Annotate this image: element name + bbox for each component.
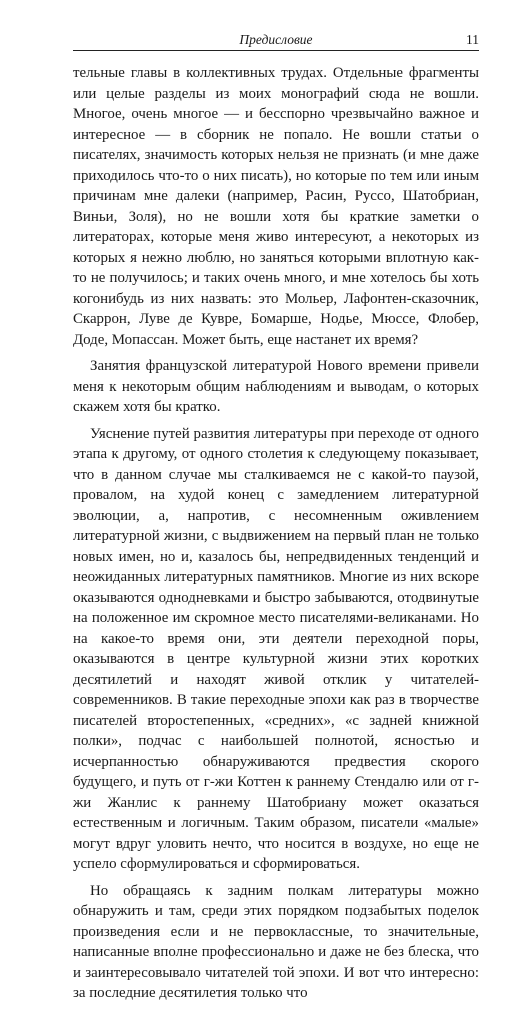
paragraph: Уяснение путей развития литературы при переходе от одного этапа к другому, от одного столетия к следующему показывает, что в данном случае мы сталкиваемся не с какой-то паузой, провалом, на худой конец с замедлением литературной эволюции, а, напротив, с несомненным оживлением литературной жизни, с выдвижением на первый план не только новых имен, но и, казалось бы, непредвиденных тенденций и неожиданных литературных памятников. Многие из них вскоре оказываются однодневками и быстро забываются, отодвинутые на положенное им скромное место писателями-великанами. Но на какое-то время они, эти деятели переходной поры, оказываются в центре культурной жизни этих коротких десятилетий и находят живой отклик у читателей-современников. В такие переходные эпохи как раз в творчестве писателей второстепенных, «средних», «с задней книжной полки», подчас с наибольшей полнотой, ясностью и исчерпанностью обнаруживаются предвестия скорого будущего, и путь от г-жи Коттен к раннему Стендалю или от г-жи Жанлис к раннему Шатобриану может оказаться естественным и логичным. Таким образом, писатели «малые» могут вдруг уловить нечто, что носится в воздухе, но еще не успело сформулироваться и сформироваться. (73, 425, 479, 872)
running-head (73, 32, 479, 51)
paragraph-continuation: тельные главы в коллективных трудах. Отдельные фрагменты или целые разделы из моих монографий сюда не вошли. Многое, очень многое — и бесспорно чрезвычайно важное и интересное — в сборник не попало. Не вошли статьи о писателях, значимость которых нельзя не признать (и мне даже приходилось что-то о них писать), но которые по тем или иным причинам мне далеки (например, Расин, Руссо, Шатобриан, Виньи, Золя), но не вошли хотя бы краткие заметки о литераторах, которые меня живо интересуют, а некоторых из которых я нежно люблю, но заняться которыми вплотную как-то не получилось; и таких очень много, и мне хотелось бы хоть когонибудь из них назвать: это Мольер, Лафонтен-сказочник, Скаррон, Луве де Кувре, Бомарше, Нодье, Мюссе, Флобер, Доде, Мопассан. Может быть, еще настанет их время? (73, 65, 479, 348)
running-head-title: Предисловие (239, 32, 313, 47)
paragraph: Занятия французской литературой Нового времени привели меня к некоторым общим наблюдениям и выводам, о которых скажем хотя бы кратко. (73, 358, 479, 415)
body-text (73, 63, 479, 1010)
paragraph: Но обращаясь к задним полкам литературы можно обнаружить и там, среди этих порядком подзабытых поделок произведения если и не первоклассные, то значительные, написанные вполне профессионально и даже не без блеска, что и заинтересовывало читателей той эпохи. И вот что интересно: за последние десятилетия только что (73, 882, 479, 1001)
page-number: 11 (466, 32, 479, 47)
